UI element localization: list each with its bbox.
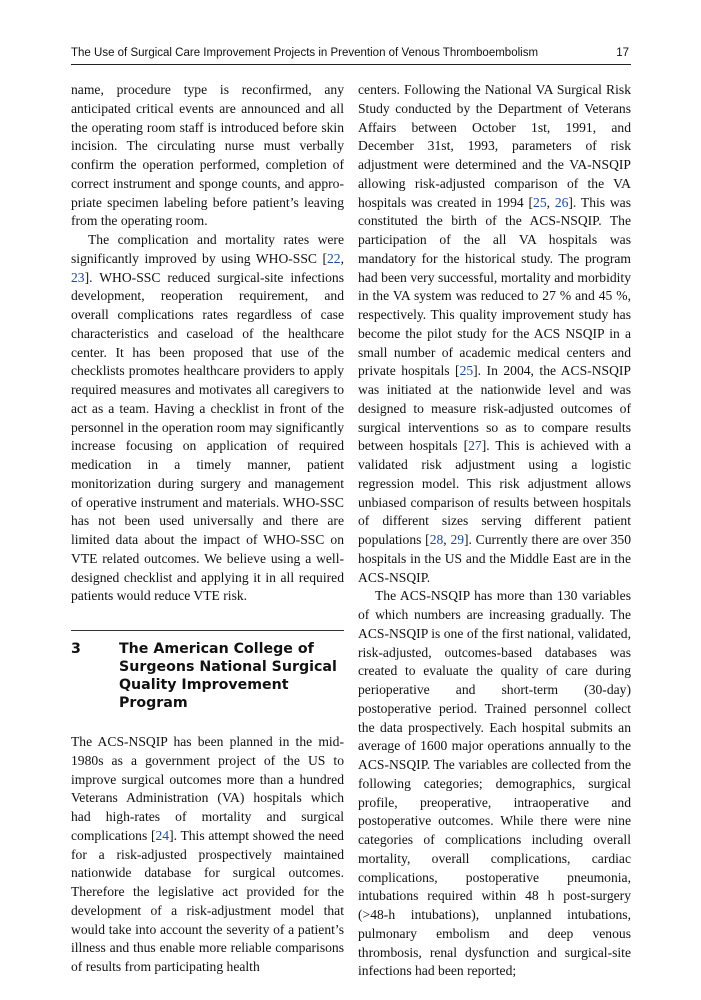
paragraph-va-nsqip: centers. Following the National VA Surgical Risk Study conducted by the Department of Veterans Affairs between October 1st, 1991, and December 31st, 1993, parameters of risk adjustment were determined and the VA-NSQIP allowing risk-adjusted comparison of the VA hospitals was created in 1994 [25, 26]. This was constituted the birth of the ACS-NSQIP. The participation of the all VA hospitals was mandatory for the historical study. The program had been very successful, mortality and morbidity in the VA system was reduced to 27 % and 45 %, respectively. This quality improvement study has become the pilot study for the ACS NSQIP in a small number of academic medical centers and private hospitals [25]. In 2004, the ACS-NSQIP was initiated at the nationwide level and was designed to measure risk-adjusted outcomes of surgical interventions so as to compare results between hospitals [27]. This is achieved with a validated risk adjustment using a logistic regression model. This risk adjustment allows unbiased comparison of results between hospitals of different sizes serving different patient populations [28, 29]. Currently there are over 350 hospitals in the US and the Middle East are in the ACS-NSQIP. <box>358 82 632 585</box>
section-title: The American College of Surgeons National Surgical Quality Improvement Program <box>119 641 337 711</box>
paragraph-acs-nsqip-variables: The ACS-NSQIP has more than 130 variables of which numbers are increasing gradually. The ACS-NSQIP is one of the first national, validated, risk-adjusted, outcomes-based databases was created to evaluate the quality of care during perioperative and short-term (30-day) postoperative period. Trained personnel collect the data prospectively. Each hospital submits an average of 1600 major operations annually to the ACS-NSQIP. The variables are collected from the following categories; demographics, surgical profile, preoperative, intraoperative and postoperative outcomes. While there were nine categories of complications including overall mortality, overall complications, cardiac complications, postoperative pneumonia, intubations required within 48 h post-surgery (>48-h intubations), unplanned intubations, pulmonary embolism and deep venous thrombosis, renal dysfunction and surgical-site infections had been reported; <box>358 588 631 979</box>
section-number: 3 <box>71 641 81 657</box>
citation-link[interactable]: 26 <box>554 194 569 210</box>
citation-link[interactable]: 22 <box>327 250 341 266</box>
running-header <box>71 44 631 65</box>
citation-link[interactable]: 23 <box>71 269 85 285</box>
section-heading <box>71 630 344 712</box>
running-title: The Use of Surgical Care Improvement Projects in Prevention of Venous Thromboembolism <box>71 47 539 59</box>
citation-link[interactable]: 25 <box>459 363 474 379</box>
page-number: 17 <box>616 47 629 59</box>
citation-link[interactable]: 29 <box>450 532 465 547</box>
left-column <box>71 81 344 977</box>
citation-link[interactable]: 27 <box>468 438 482 454</box>
citation-link[interactable]: 25 <box>533 194 547 210</box>
paragraph-checklist-steps: name, procedure type is reconfirmed, any anticipated critical events are announced and all the operating room staff is introduced before skin incision. The circulating nurse must verbally confirm the operation performed, completion of correct instrument and sponge counts, and appropriate specimen labeling before patient’s leaving from the operating room. <box>71 82 344 229</box>
citation-link[interactable]: 28 <box>429 532 444 547</box>
paragraph-acs-nsqip-history: The ACS-NSQIP has been planned in the mid-1980s as a government project of the US to improve surgical outcomes more than a hundred Veterans Administration (VA) hospitals which had high-rates of mortality and surgical complications [24]. This attempt showed the need for a risk-adjusted prospectively maintained nationwide database for surgical outcomes. Therefore the legislative act provided for the development of a risk-adjustment model that would take into account the severity of a patient’s illness and thus enable more reliable comparisons of results from participating health <box>71 734 344 974</box>
right-column <box>358 81 631 981</box>
paragraph-who-ssc-outcomes: The complication and mortality rates were significantly improved by using WHO-SSC [22, 23]. WHO-SSC reduced surgical-site infections development, reoperation requirement, and overall complications rates regardless of case characteristics and caseload of the healthcare center. It has been proposed that use of the checklists promotes healthcare providers to apply required measures and motivates all caregivers to act as a team. Having a checklist in front of the personnel in the operation room may significantly increase focusing on application of required medication in a timely manner, patient monitorization during surgery and management of operative instrument and materials. WHO-SSC has not been used universally and there are limited data about the impact of WHO-SSC on VTE related outcomes. We believe using a well-designed checklist and applying it in all required patients would reduce VTE risk. <box>71 232 344 604</box>
citation-link[interactable]: 24 <box>155 827 170 843</box>
